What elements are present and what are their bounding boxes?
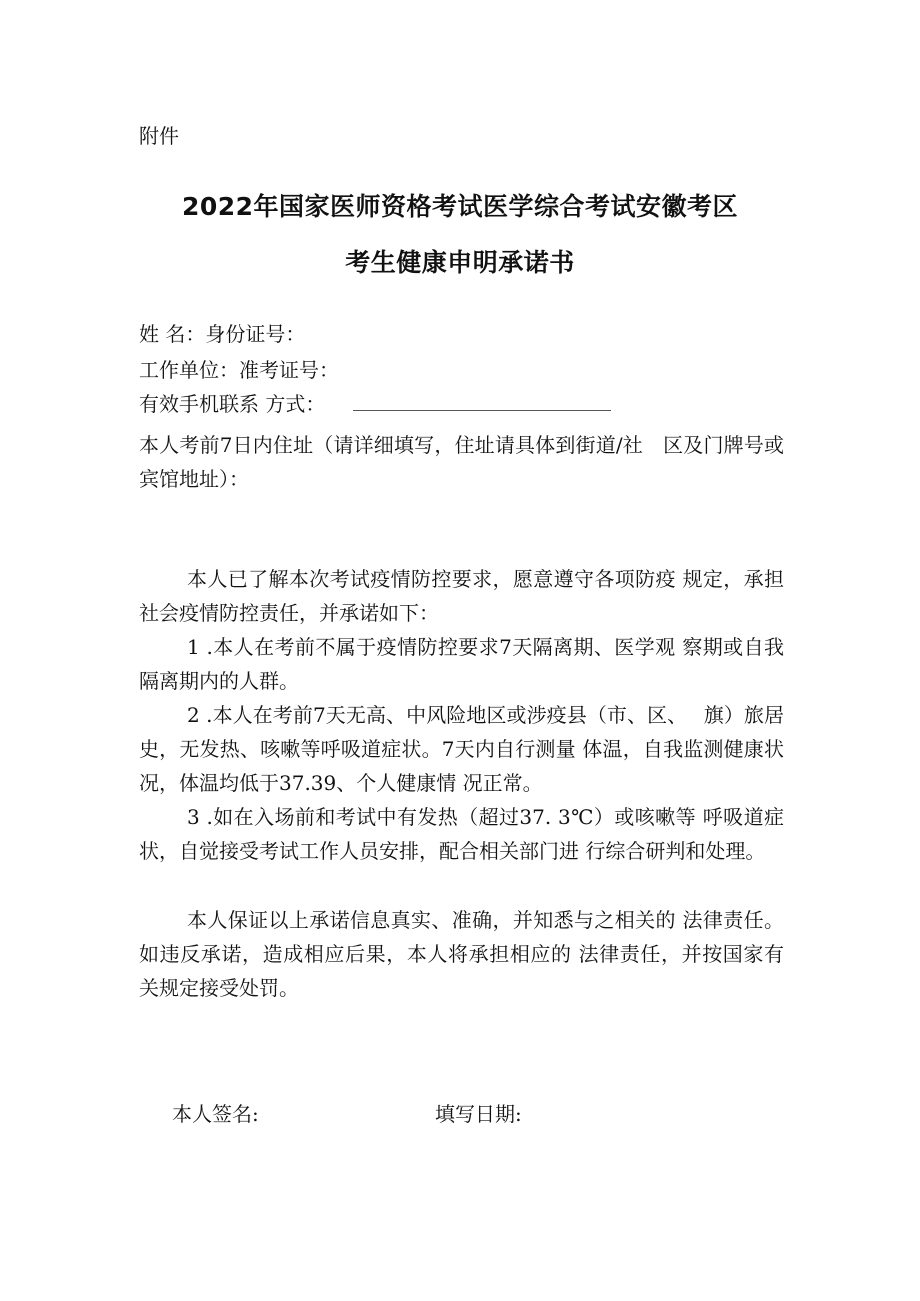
work-unit-label: 工作单位：准考证号： (139, 358, 339, 382)
document-title: 2022年国家医师资格考试医学综合考试安徽考区 (181, 192, 739, 221)
name-id-field (139, 320, 305, 348)
address-field (139, 428, 784, 496)
address-label: 本人考前7日内住址（请详细填写，住址请具体到街道/社 区及门牌号或宾馆地址）： (139, 433, 784, 491)
phone-fill-line (353, 392, 611, 411)
pledge-item-3: 3 .如在入场前和考试中有发热（超过37. 3℃）或咳嗽等 呼吸道症状，自觉接受考试工作人员安排，配合相关部门进 行综合研判和处理。 (139, 805, 784, 863)
phone-field (139, 390, 611, 418)
phone-label: 有效手机联系 方式： (139, 392, 326, 416)
attachment-label: 附件 (139, 124, 179, 148)
date-label: 填写日期: (435, 1102, 522, 1126)
work-unit-field (139, 356, 339, 384)
document-subtitle: 考生健康申明承诺书 (345, 248, 575, 277)
pledge-item-1: 1 .本人在考前不属于疫情防控要求7天隔离期、医学观 察期或自我隔离期内的人群。 (139, 635, 784, 693)
intro-paragraph: 本人已了解本次考试疫情防控要求，愿意遵守各项防疫 规定，承担社会疫情防控责任，并承诺如下： (139, 567, 784, 625)
pledge-item-2: 2 .本人在考前7天无高、中风险地区或涉疫县（市、区、 旗）旅居史，无发热、咳嗽等呼吸道症状。7天内自行测量 体温，自我监测健康状况，体温均低于37.39、个人健康情 况正常。 (139, 703, 784, 795)
signature-label: 本人签名: (172, 1102, 259, 1126)
name-id-label: 姓 名：身份证号： (139, 322, 306, 346)
guarantee-paragraph: 本人保证以上承诺信息真实、准确，并知悉与之相关的 法律责任。如违反承诺，造成相应后果，本人将承担相应的 法律责任，并按国家有关规定接受处罚。 (139, 908, 784, 1000)
